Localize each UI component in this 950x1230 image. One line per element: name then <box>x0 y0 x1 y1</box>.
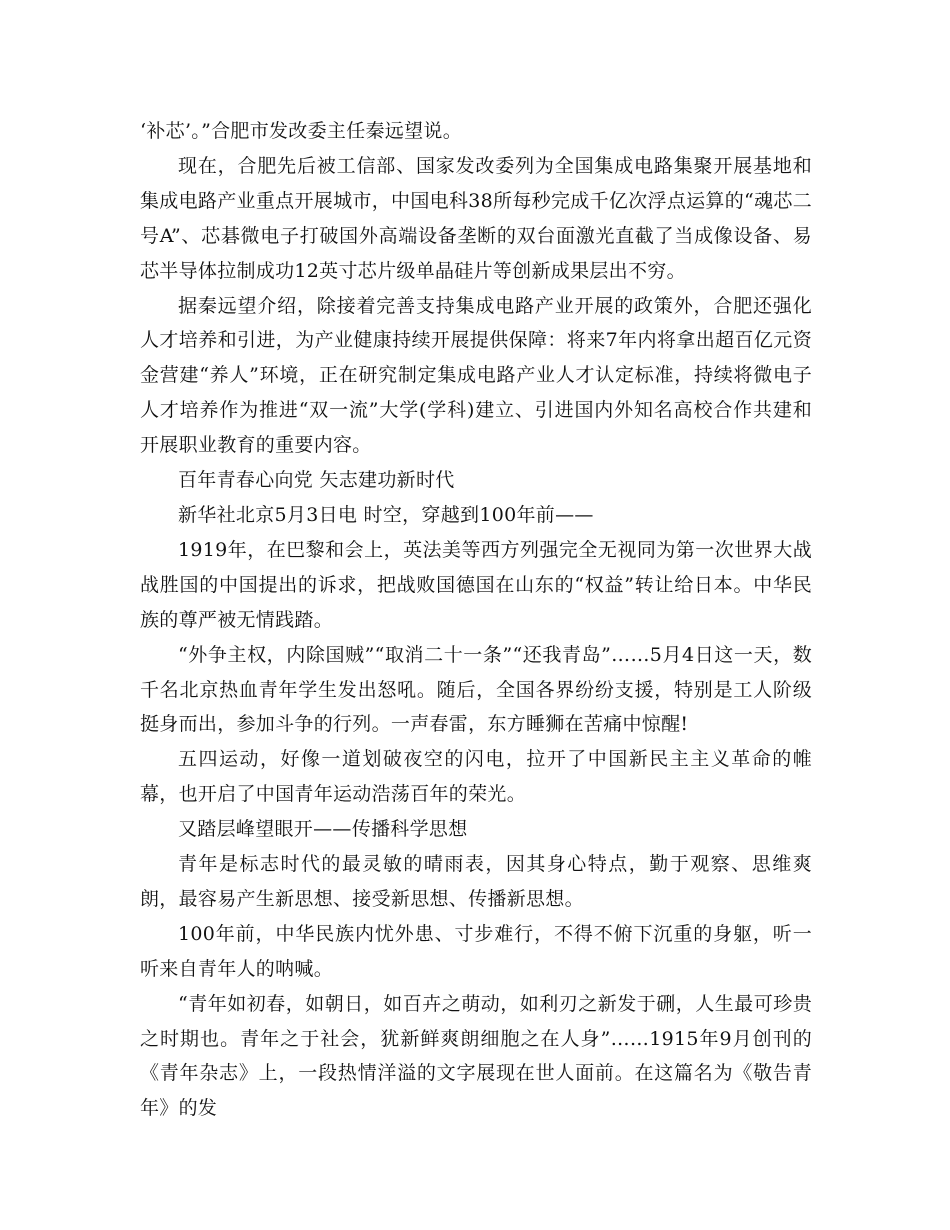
paragraph-7: 青年是标志时代的最灵敏的晴雨表，因其身心特点，勤于观察、思维爽朗，最容易产生新思想、接受新思想、传播新思想。 <box>140 853 812 910</box>
paragraph-1: ‘补芯’。”合肥市发改委主任秦远望说。 <box>140 120 462 142</box>
paragraph-9: “青年如初春，如朝日，如百卉之萌动，如利刃之新发于硎，人生最可珍贵之时期也。青年之于社会，犹新鲜爽朗细胞之在人身”……1915年9月创刊的《青年杂志》上，一段热情洋溢的文字展现在世人面前。在这篇名为《敬告青年》的发 <box>140 992 812 1120</box>
section-heading-2: 又踏层峰望眼开——传播科学思想 <box>178 818 468 841</box>
section-heading-1: 百年青春心向党 矢志建功新时代 <box>178 469 455 492</box>
paragraph-2: 现在，合肥先后被工信部、国家发改委列为全国集成电路集聚开展基地和集成电路产业重点开展城市，中国电科38所每秒完成千亿次浮点运算的“魂芯二号A”、芯碁微电子打破国外高端设备垄断的双台面激光直截了当成像设备、易芯半导体拉制成功12英寸芯片级单晶硅片等创新成果层出不穷。 <box>140 154 812 282</box>
paragraph-8: 100年前，中华民族内忧外患、寸步难行，不得不俯下沉重的身躯，听一听来自青年人的呐喊。 <box>140 922 812 980</box>
article-body <box>140 114 812 1126</box>
paragraph-5: “外争主权，内除国贼”“取消二十一条”“还我青岛”……5月4日这一天，数千名北京热血青年学生发出怒吼。随后，全国各界纷纷支援，特别是工人阶级挺身而出，参加斗争的行列。一声春雷，东方睡狮在苦痛中惊醒! <box>140 643 812 736</box>
paragraph-6: 五四运动，好像一道划破夜空的闪电，拉开了中国新民主主义革命的帷幕，也开启了中国青年运动浩荡百年的荣光。 <box>140 748 812 806</box>
paragraph-4: 1919年，在巴黎和会上，英法美等西方列强完全无视同为第一次世界大战战胜国的中国提出的诉求，把战败国德国在山东的“权益”转让给日本。中华民族的尊严被无情践踏。 <box>140 538 812 631</box>
dateline: 新华社北京5月3日电 时空，穿越到100年前—— <box>178 503 594 526</box>
paragraph-3: 据秦远望介绍，除接着完善支持集成电路产业开展的政策外，合肥还强化人才培养和引进，为产业健康持续开展提供保障：将来7年内将拿出超百亿元资金营建“养人”环境，正在研究制定集成电路产业人才认定标准，持续将微电子人才培养作为推进“双一流”大学(学科)建立、引进国内外知名高校合作共建和开展职业教育的重要内容。 <box>140 294 812 457</box>
